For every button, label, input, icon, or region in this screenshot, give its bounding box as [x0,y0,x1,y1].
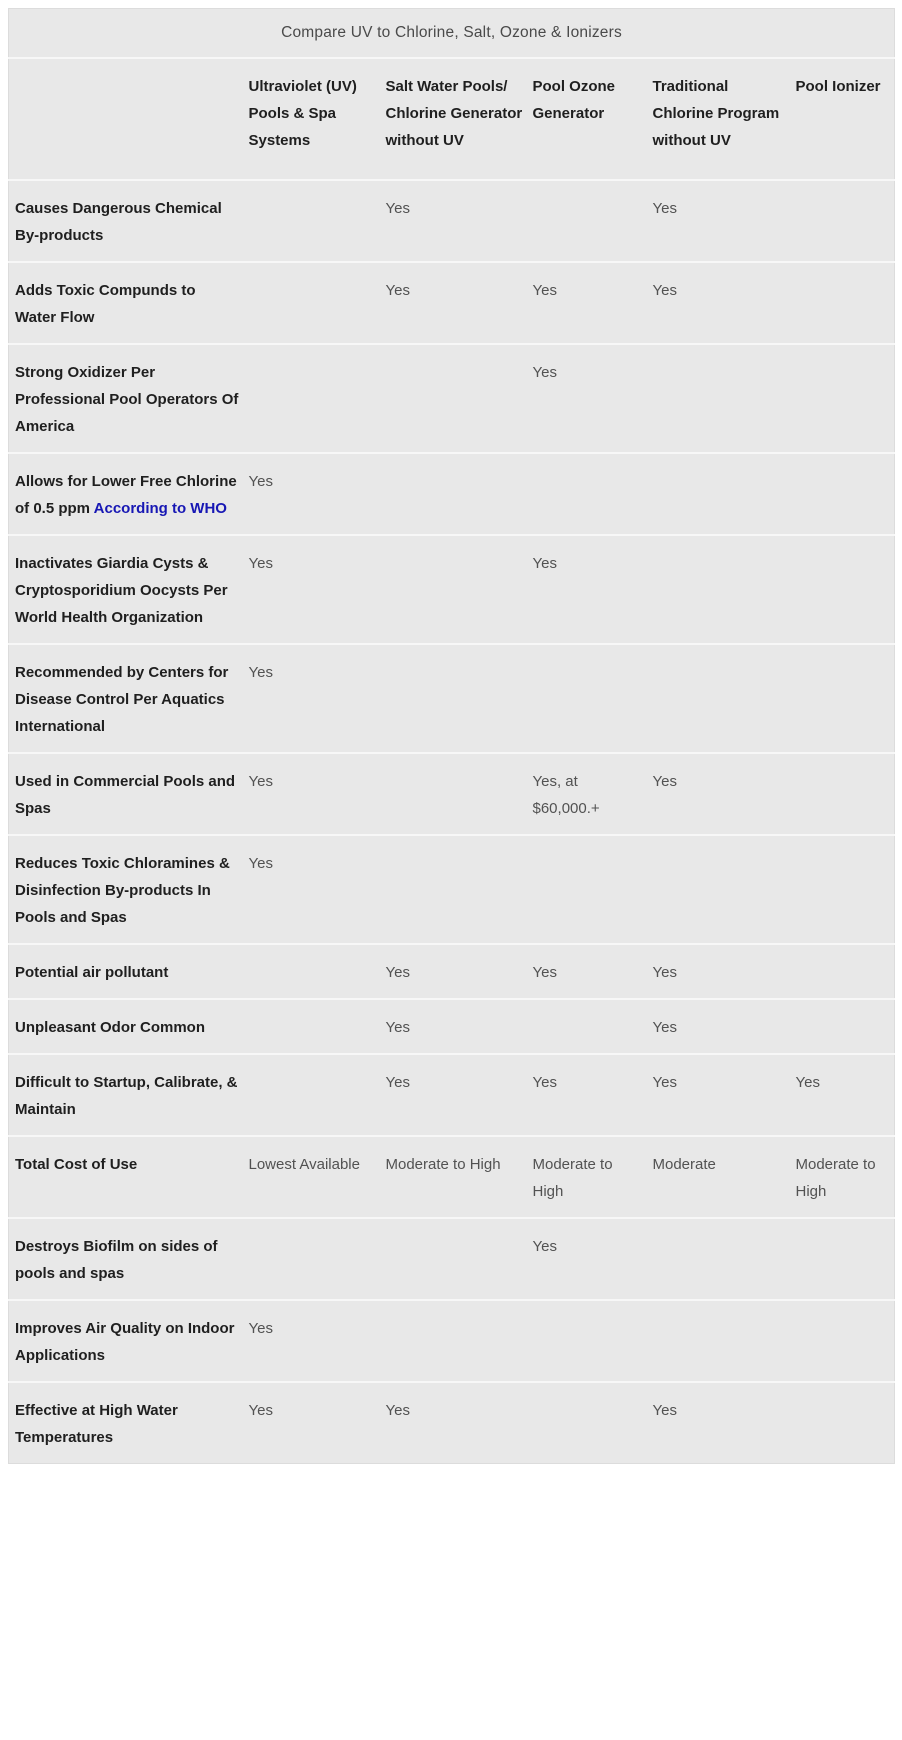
row-label [9,1382,249,1464]
cell-value [386,1300,533,1382]
cell-value [533,180,653,262]
row-label-text: Difficult to Startup, Calibrate, & Maintain [15,1074,238,1118]
table-row [9,180,895,262]
cell-value [249,180,386,262]
cell-value: Moderate to High [796,1136,895,1218]
cell-value: Yes [533,1054,653,1136]
cell-value [796,535,895,644]
cell-value [653,344,796,453]
row-label [9,753,249,835]
cell-value [796,753,895,835]
table-row [9,262,895,344]
cell-value: Yes [249,1382,386,1464]
column-header: Traditional Chlorine Program without UV [653,58,796,180]
cell-value [533,1300,653,1382]
table-row [9,1300,895,1382]
cell-value: Moderate [653,1136,796,1218]
cell-value [386,644,533,753]
cell-value [533,644,653,753]
cell-value: Yes [653,1382,796,1464]
table-row [9,1136,895,1218]
cell-value: Yes [653,1054,796,1136]
cell-value [796,1300,895,1382]
cell-value: Yes [249,453,386,535]
table-row [9,1218,895,1300]
table-row [9,999,895,1054]
row-label [9,644,249,753]
cell-value: Yes [249,535,386,644]
who-link[interactable]: According to WHO [93,500,227,517]
column-header: Pool Ionizer [796,58,895,180]
cell-value: Moderate to High [533,1136,653,1218]
cell-value: Yes, at $60,000.+ [533,753,653,835]
column-header: Pool Ozone Generator [533,58,653,180]
table-row [9,944,895,999]
cell-value [249,262,386,344]
row-label-text: Unpleasant Odor Common [15,1019,206,1036]
cell-value: Yes [533,344,653,453]
cell-value [386,1218,533,1300]
cell-value: Yes [386,1382,533,1464]
cell-value: Yes [653,944,796,999]
row-label [9,1136,249,1218]
table-row [9,535,895,644]
cell-value [386,535,533,644]
cell-value [533,999,653,1054]
row-label [9,1218,249,1300]
cell-value [653,1300,796,1382]
cell-value [386,835,533,944]
cell-value [796,1218,895,1300]
cell-value [653,535,796,644]
row-label-text: Inactivates Giardia Cysts & Cryptosporidium Oocysts Per World Health Organization [15,555,228,626]
cell-value: Yes [249,644,386,753]
cell-value: Yes [533,944,653,999]
cell-value [796,180,895,262]
cell-value: Yes [533,535,653,644]
row-label-text: Allows for Lower Free Chlorine of 0.5 ppm [15,473,237,517]
row-label [9,1300,249,1382]
cell-value: Yes [653,262,796,344]
title-row [9,9,895,59]
cell-value: Yes [533,1218,653,1300]
row-label-text: Improves Air Quality on Indoor Applications [15,1320,235,1364]
row-label-text: Potential air pollutant [15,964,169,981]
cell-value [796,944,895,999]
cell-value: Yes [386,262,533,344]
cell-value [249,999,386,1054]
row-label-text: Effective at High Water Temperatures [15,1402,178,1446]
row-label-text: Destroys Biofilm on sides of pools and spas [15,1238,218,1282]
row-label-text: Strong Oxidizer Per Professional Pool Operators Of America [15,364,239,435]
table-row [9,453,895,535]
cell-value: Yes [386,999,533,1054]
table-row [9,644,895,753]
cell-value [653,453,796,535]
cell-value [796,453,895,535]
cell-value: Yes [249,753,386,835]
row-label-text: Causes Dangerous Chemical By-products [15,200,222,244]
cell-value [386,453,533,535]
cell-value: Yes [653,753,796,835]
table-title: Compare UV to Chlorine, Salt, Ozone & Ionizers [281,24,622,41]
cell-value [533,453,653,535]
corner-cell [9,58,249,180]
row-label-text: Reduces Toxic Chloramines & Disinfection By-products In Pools and Spas [15,855,230,926]
table-row [9,1054,895,1136]
row-label-text: Recommended by Centers for Disease Control Per Aquatics International [15,664,229,735]
cell-value [653,644,796,753]
cell-value [796,835,895,944]
cell-value [796,644,895,753]
cell-value [796,262,895,344]
comparison-table [8,8,895,1464]
table-row [9,753,895,835]
cell-value: Lowest Available [249,1136,386,1218]
cell-value [653,835,796,944]
table-row [9,835,895,944]
cell-value: Yes [386,180,533,262]
column-header: Salt Water Pools/ Chlorine Generator without UV [386,58,533,180]
cell-value [653,1218,796,1300]
table-row [9,344,895,453]
cell-value [796,999,895,1054]
cell-value: Yes [386,1054,533,1136]
cell-value: Yes [249,1300,386,1382]
cell-value [796,1382,895,1464]
row-label [9,999,249,1054]
cell-value: Yes [653,999,796,1054]
table-row [9,1382,895,1464]
row-label [9,344,249,453]
row-label [9,1054,249,1136]
row-label-text: Adds Toxic Compunds to Water Flow [15,282,196,326]
cell-value: Yes [796,1054,895,1136]
cell-value [533,1382,653,1464]
cell-value: Yes [386,944,533,999]
row-label [9,835,249,944]
cell-value [533,835,653,944]
row-label [9,535,249,644]
cell-value [249,1218,386,1300]
cell-value: Moderate to High [386,1136,533,1218]
cell-value: Yes [249,835,386,944]
row-label [9,453,249,535]
cell-value [249,1054,386,1136]
row-label [9,262,249,344]
cell-value: Yes [653,180,796,262]
row-label [9,944,249,999]
cell-value [386,753,533,835]
row-label-text: Used in Commercial Pools and Spas [15,773,236,817]
row-label [9,180,249,262]
cell-value [386,344,533,453]
cell-value: Yes [533,262,653,344]
cell-value [249,344,386,453]
row-label-text: Total Cost of Use [15,1156,138,1173]
cell-value [796,344,895,453]
column-header: Ultraviolet (UV) Pools & Spa Systems [249,58,386,180]
cell-value [249,944,386,999]
header-row [9,58,895,180]
